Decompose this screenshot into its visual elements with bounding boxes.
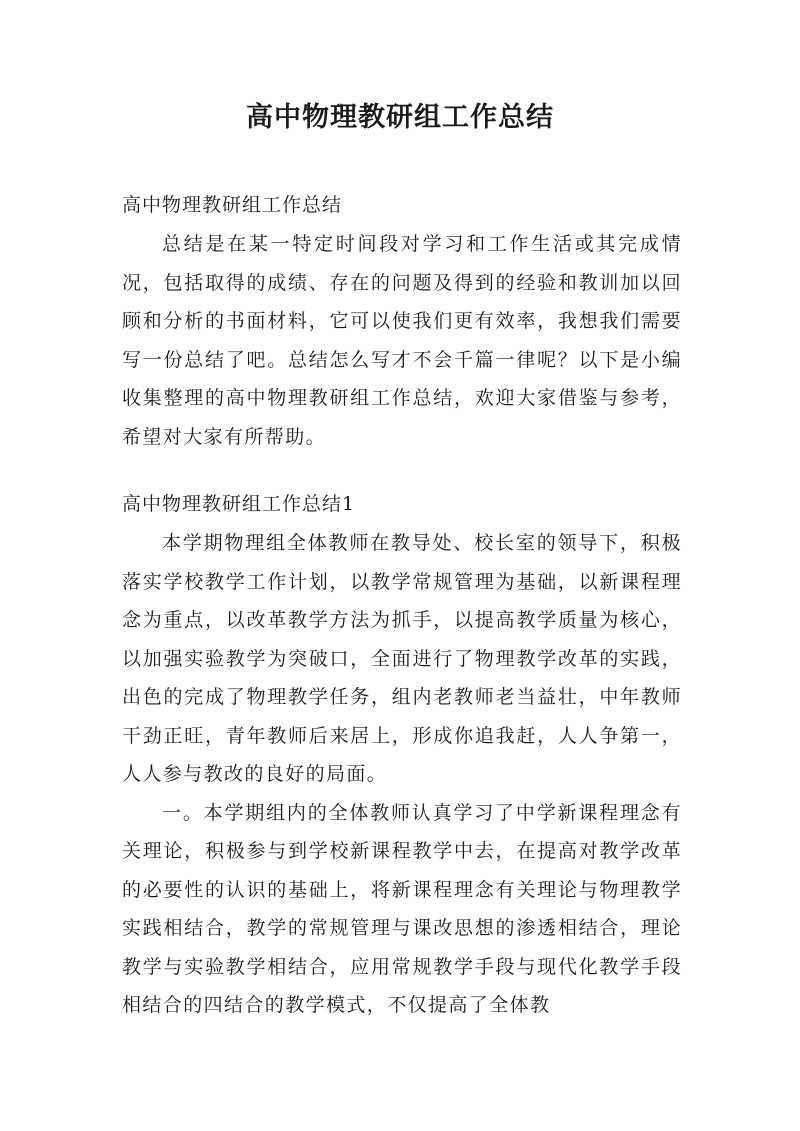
intro-paragraph: 总结是在某一特定时间段对学习和工作生活或其完成情况，包括取得的成绩、存在的问题及得到的经验和教训加以回顾和分析的书面材料，它可以使我们更有效率，我想我们需要写一份总结了吧。总结怎么写才不会千篇一律呢？以下是小编收集整理的高中物理教研组工作总结，欢迎大家借鉴与参考，希望对大家有所帮助。: [122, 233, 682, 448]
section-1-paragraph-2: 一。本学期组内的全体教师认真学习了中学新课程理念有关理论，积极参与到学校新课程教学中去，在提高对教学改革的必要性的认识的基础上，将新课程理念有关理论与物理教学实践相结合，教学的常规管理与课改思想的渗透相结合，理论教学与实验教学相结合，应用常规教学手段与现代化教学手段相结合的四结合的教学模式，不仅提高了全体教: [122, 801, 682, 1016]
document-title: 高中物理教研组工作总结: [246, 102, 554, 133]
section-1-paragraph-1: 本学期物理组全体教师在教导处、校长室的领导下，积极落实学校教学工作计划，以教学常规管理为基础，以新课程理念为重点，以改革教学方法为抓手，以提高教学质量为核心，以加强实验教学为突破口，全面进行了物理教学改革的实践，出色的完成了物理教学任务，组内老教师老当益壮，中年教师干劲正旺，青年教师后来居上，形成你追我赶，人人争第一，人人参与教改的良好的局面。: [122, 532, 682, 785]
section-1-body: [122, 524, 682, 1025]
section-1-heading: 高中物理教研组工作总结1: [122, 493, 356, 515]
intro-section: [122, 225, 682, 456]
intro-heading: 高中物理教研组工作总结: [122, 194, 343, 216]
